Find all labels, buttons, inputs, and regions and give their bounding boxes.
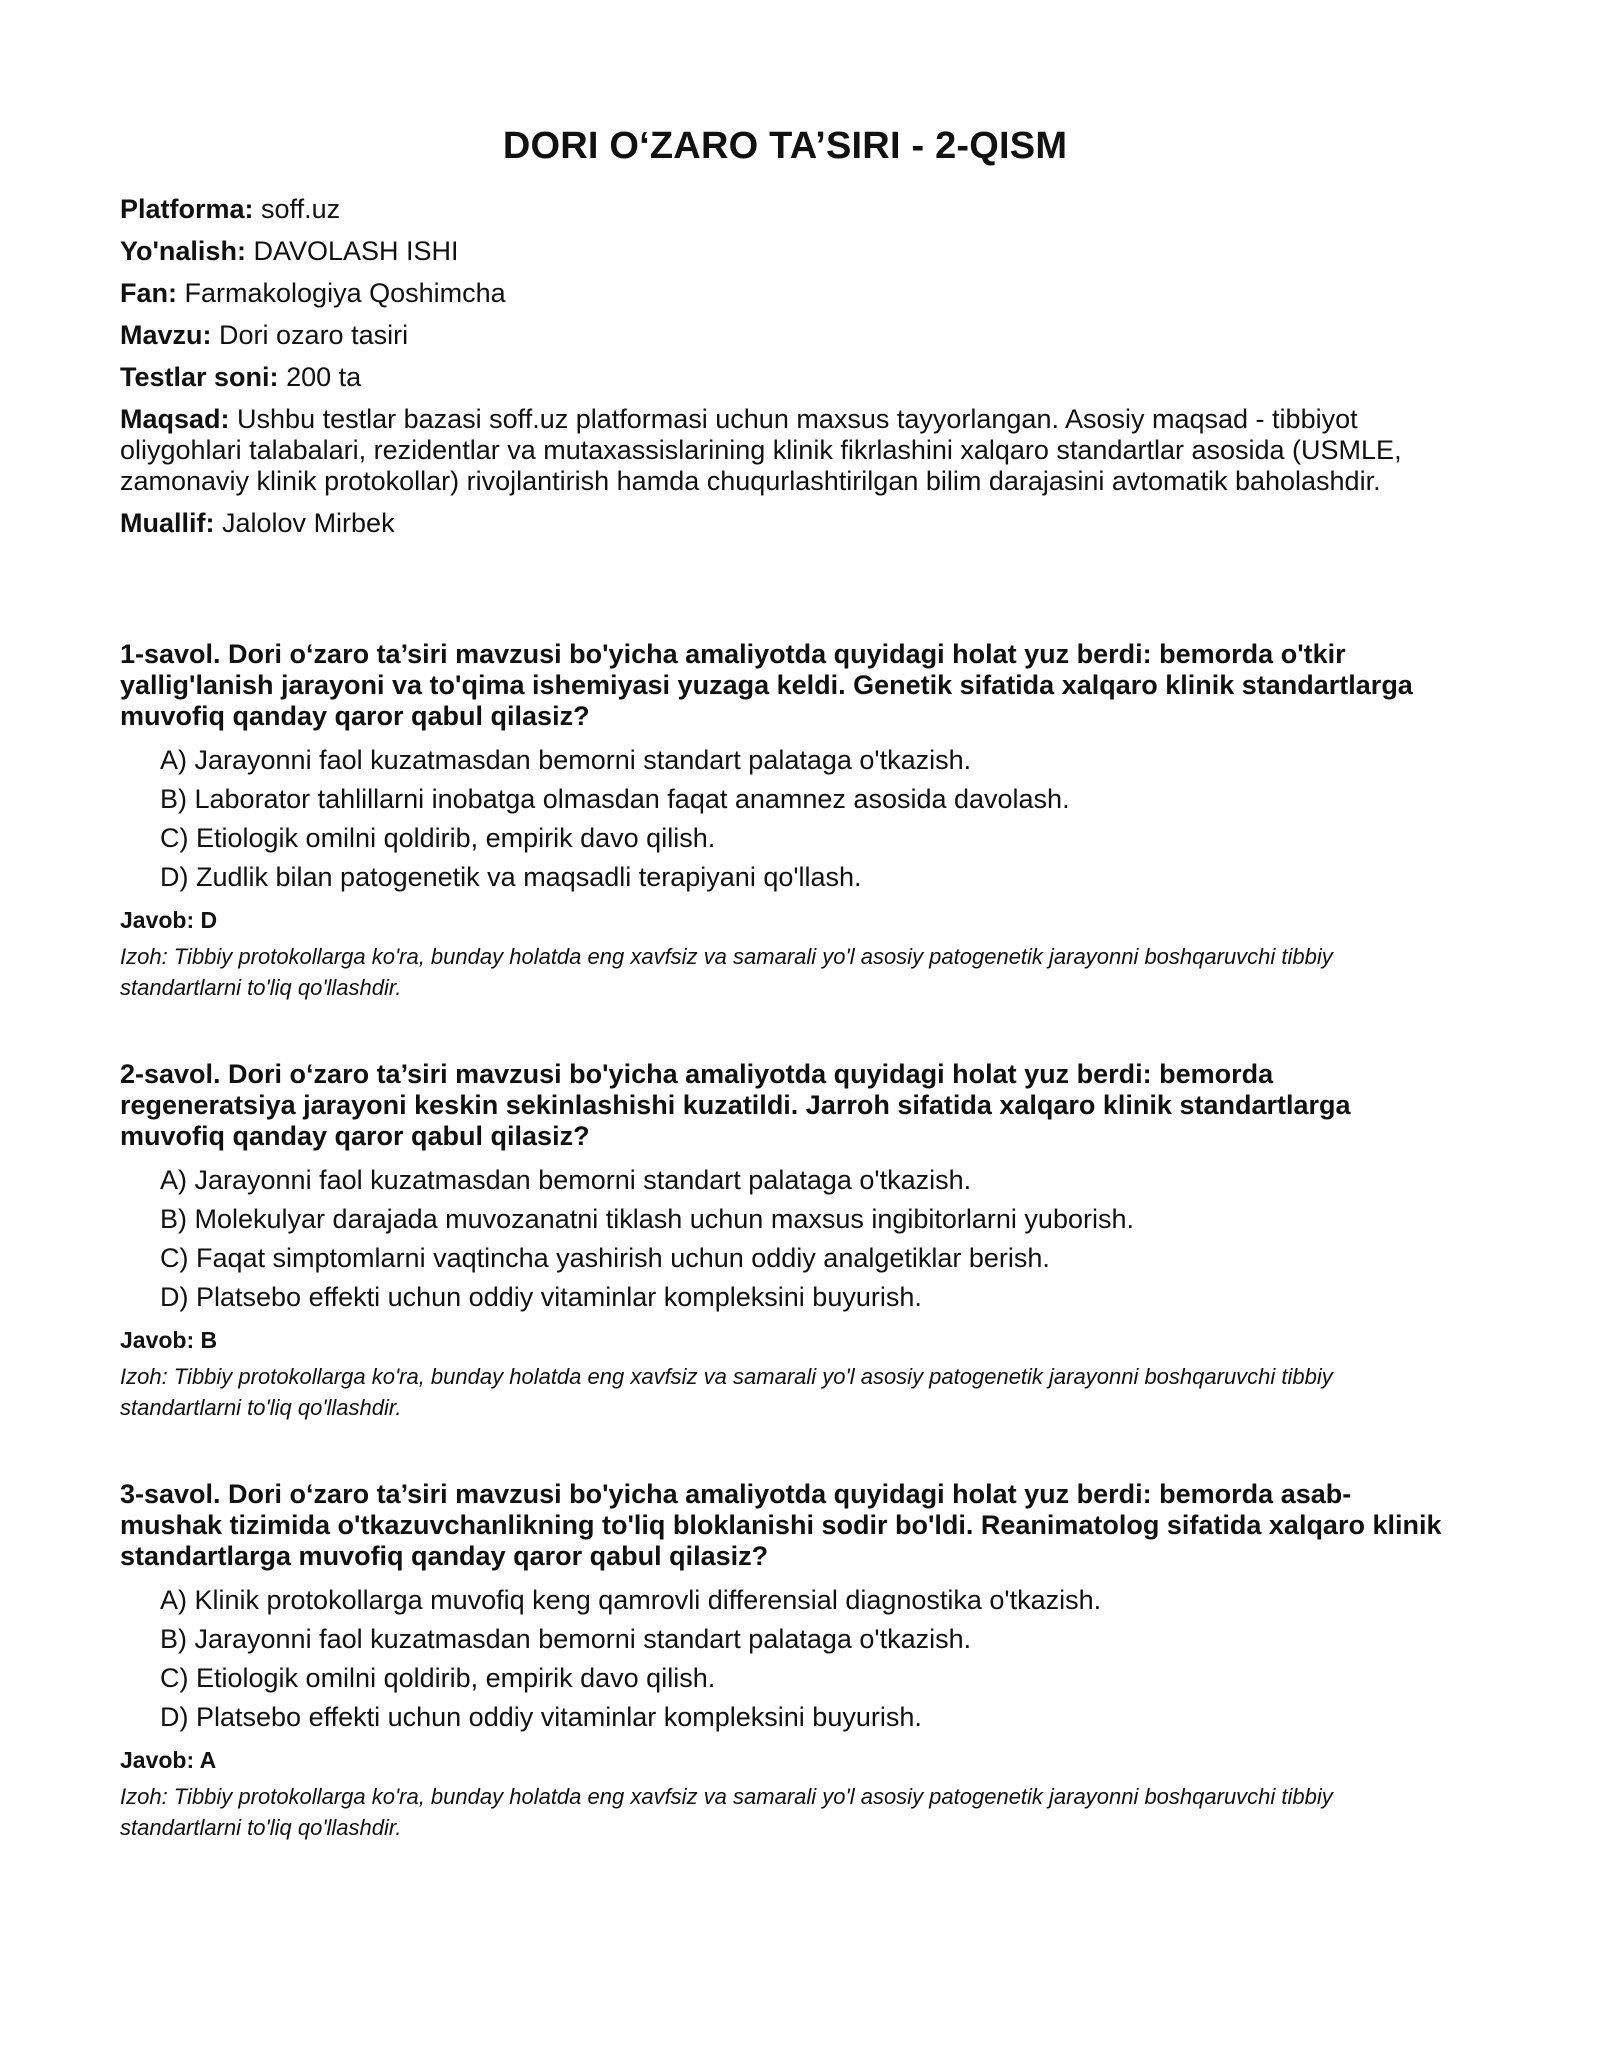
meta-platform — [120, 194, 1450, 225]
meta-label: Yo'nalish: — [120, 236, 246, 266]
question-1 — [120, 639, 1450, 1003]
meta-purpose — [120, 404, 1450, 497]
meta-label: Testlar soni: — [120, 362, 279, 392]
question-text: 2-savol. Dori o‘zaro ta’siri mavzusi bo'yicha amaliyotda quyidagi holat yuz berdi: bemorda regeneratsiya jarayoni keskin sekinlashishi kuzatildi. Jarroh sifatida xalqaro klinik standartlarga muvofiq qanday qaror qabul qilasiz? — [120, 1059, 1351, 1151]
metadata-block — [120, 194, 1450, 539]
option-d: D) Platsebo effekti uchun oddiy vitaminlar kompleksini buyurish. — [160, 1282, 922, 1312]
answer-key: Javob: D — [120, 907, 218, 933]
option-c: C) Etiologik omilni qoldirib, empirik davo qilish. — [160, 823, 716, 853]
meta-label: Fan: — [120, 278, 177, 308]
option-c: C) Etiologik omilni qoldirib, empirik davo qilish. — [160, 1663, 716, 1693]
answer-options — [120, 745, 1450, 893]
answer-options — [120, 1165, 1450, 1313]
answer-key: Javob: A — [120, 1747, 217, 1773]
explanation-note: Izoh: Tibbiy protokollarga ko'ra, bunday holatda eng xavfsiz va samarali yo'l asosiy patogenetik jarayonni boshqaruvchi tibbiy standartlarni to'liq qo'llashdir. — [120, 1784, 1333, 1840]
meta-author — [120, 508, 1450, 539]
option-b: B) Molekulyar darajada muvozanatni tiklash uchun maxsus ingibitorlarni yuborish. — [160, 1204, 1134, 1234]
question-2 — [120, 1059, 1450, 1423]
question-text: 3-savol. Dori o‘zaro ta’siri mavzusi bo'yicha amaliyotda quyidagi holat yuz berdi: bemorda asab-mushak tizimida o'tkazuvchanlikning to'liq bloklanishi sodir bo'ldi. Reanimatolog sifatida xalqaro klinik standartlarga muvofiq qanday qaror qabul qilasiz? — [120, 1479, 1442, 1571]
option-b: B) Jarayonni faol kuzatmasdan bemorni standart palataga o'tkazish. — [160, 1624, 972, 1654]
question-text: 1-savol. Dori o‘zaro ta’siri mavzusi bo'yicha amaliyotda quyidagi holat yuz berdi: bemorda o'tkir yallig'lanish jarayoni va to'qima ishemiyasi yuzaga keldi. Genetik sifatida xalqaro klinik standartlarga muvofiq qanday qaror qabul qilasiz? — [120, 639, 1413, 731]
meta-label: Muallif: — [120, 508, 215, 538]
meta-value: Jalolov Mirbek — [222, 508, 395, 538]
answer-key: Javob: B — [120, 1327, 218, 1353]
meta-label: Mavzu: — [120, 320, 212, 350]
document-page — [120, 118, 1450, 1843]
meta-test-count — [120, 362, 1450, 393]
meta-direction — [120, 236, 1450, 267]
explanation-note: Izoh: Tibbiy protokollarga ko'ra, bunday holatda eng xavfsiz va samarali yo'l asosiy patogenetik jarayonni boshqaruvchi tibbiy standartlarni to'liq qo'llashdir. — [120, 1364, 1333, 1420]
meta-subject — [120, 278, 1450, 309]
meta-value: Dori ozaro tasiri — [219, 320, 409, 350]
explanation-note: Izoh: Tibbiy protokollarga ko'ra, bunday holatda eng xavfsiz va samarali yo'l asosiy patogenetik jarayonni boshqaruvchi tibbiy standartlarni to'liq qo'llashdir. — [120, 944, 1333, 1000]
meta-value: Farmakologiya Qoshimcha — [184, 278, 506, 308]
meta-value: 200 ta — [286, 362, 362, 392]
meta-value: DAVOLASH ISHI — [253, 236, 459, 266]
option-b: B) Laborator tahlillarni inobatga olmasdan faqat anamnez asosida davolash. — [160, 784, 1070, 814]
question-3 — [120, 1479, 1450, 1843]
meta-value: Ushbu testlar bazasi soff.uz platformasi uchun maxsus tayyorlangan. Asosiy maqsad - tibbiyot oliygohlari talabalari, rezidentlar va mutaxassislarining klinik fikrlashini xalqaro standartlar asosida (USMLE, zamonaviy klinik protokollar) rivojlantirish hamda chuqurlashtirilgan bilim darajasini avtomatik baholashdir. — [120, 404, 1402, 496]
option-a: A) Klinik protokollarga muvofiq keng qamrovli differensial diagnostika o'tkazish. — [160, 1585, 1102, 1615]
document-title: DORI O‘ZARO TA’SIRI - 2-QISM — [502, 125, 1068, 167]
option-a: A) Jarayonni faol kuzatmasdan bemorni standart palataga o'tkazish. — [160, 1165, 972, 1195]
option-c: C) Faqat simptomlarni vaqtincha yashirish uchun oddiy analgetiklar berish. — [160, 1243, 1050, 1273]
option-a: A) Jarayonni faol kuzatmasdan bemorni standart palataga o'tkazish. — [160, 745, 972, 775]
question-spacer — [120, 1003, 1450, 1059]
answer-options — [120, 1585, 1450, 1733]
option-d: D) Platsebo effekti uchun oddiy vitaminlar kompleksini buyurish. — [160, 1702, 922, 1732]
meta-topic — [120, 320, 1450, 351]
meta-label: Maqsad: — [120, 404, 230, 434]
meta-label: Platforma: — [120, 194, 254, 224]
option-d: D) Zudlik bilan patogenetik va maqsadli terapiyani qo'llash. — [160, 862, 862, 892]
meta-value: soff.uz — [261, 194, 341, 224]
question-spacer — [120, 1423, 1450, 1479]
